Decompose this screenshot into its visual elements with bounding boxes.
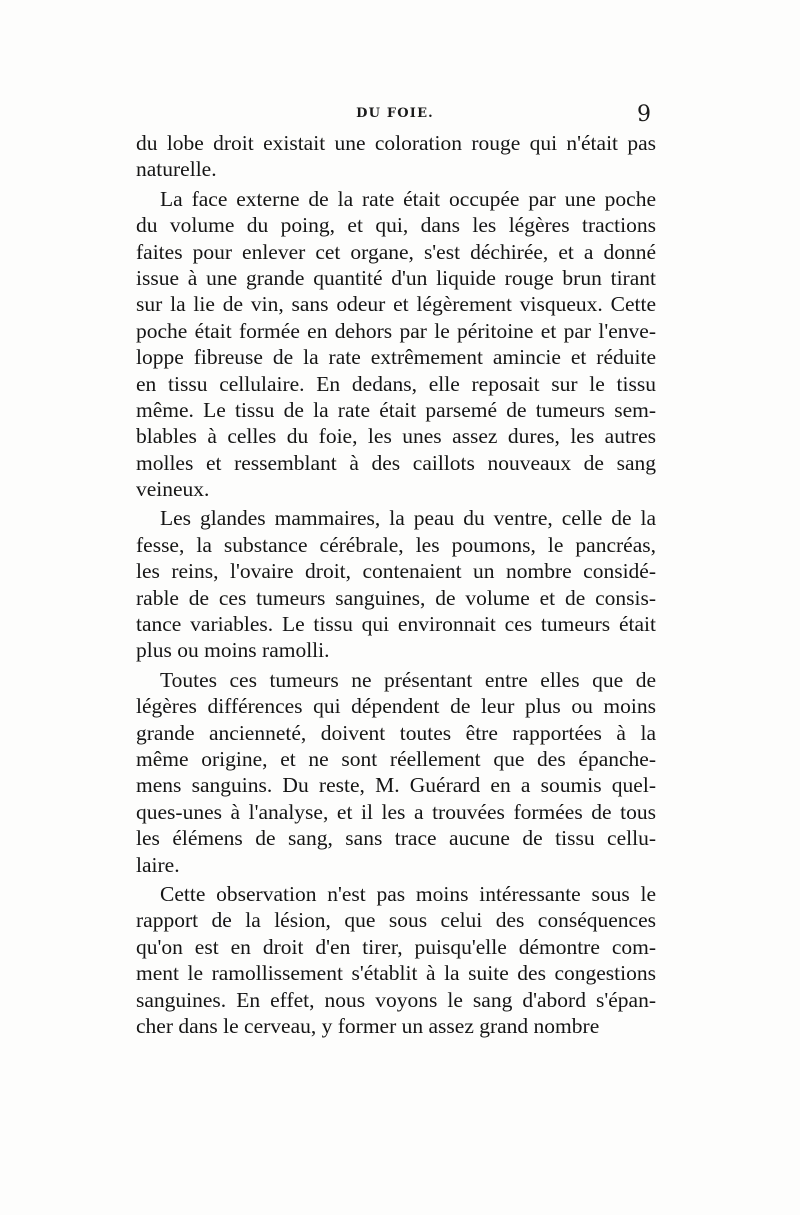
text-line: Toutes ces tumeurs ne présentant entre elles que de bbox=[160, 667, 656, 692]
text-line: blables à celles du foie, les unes assez dures, les autres bbox=[136, 424, 656, 449]
text-line: tance variables. Le tissu qui environnait ces tumeurs était bbox=[136, 612, 656, 637]
body-text bbox=[136, 130, 656, 1042]
text-line: La face externe de la rate était occupée par une poche bbox=[160, 186, 656, 211]
running-title: DU FOIE. bbox=[356, 106, 434, 121]
text-line: rapport de la lésion, que sous celui des conséquences bbox=[136, 908, 656, 933]
text-line: sanguines. En effet, nous voyons le sang d'abord s'épan- bbox=[136, 987, 656, 1012]
text-line: rable de ces tumeurs sanguines, de volume et de consis- bbox=[136, 585, 656, 610]
text-line: molles et ressemblant à des caillots nouveaux de sang bbox=[136, 450, 656, 475]
text-line: légères différences qui dépendent de leur plus ou moins bbox=[136, 694, 656, 719]
text-line: fesse, la substance cérébrale, les poumons, le pancréas, bbox=[136, 532, 656, 557]
text-line: du lobe droit existait une coloration rouge qui n'était pas bbox=[136, 131, 656, 155]
text-line: ment le ramollissement s'établit à la suite des congestions bbox=[136, 961, 656, 986]
text-line: issue à une grande quantité d'un liquide rouge brun tirant bbox=[136, 265, 656, 290]
text-line: laire. bbox=[136, 852, 180, 877]
text-line: les reins, l'ovaire droit, contenaient un nombre considé- bbox=[136, 559, 656, 584]
text-line: même origine, et ne sont réellement que des épanche- bbox=[136, 746, 656, 771]
text-line: en tissu cellulaire. En dedans, elle reposait sur le tissu bbox=[136, 371, 656, 396]
text-line: mens sanguins. Du reste, M. Guérard en a soumis quel- bbox=[136, 773, 656, 798]
text-line: naturelle. bbox=[136, 157, 217, 182]
text-line: cher dans le cerveau, y former un assez grand nombre bbox=[136, 1013, 600, 1038]
text-line: les élémens de sang, sans trace aucune de tissu cellu- bbox=[136, 826, 656, 851]
paragraph bbox=[136, 505, 656, 663]
text-line: même. Le tissu de la rate était parsemé de tumeurs sem- bbox=[136, 397, 656, 422]
running-head bbox=[135, 104, 655, 128]
text-line: veineux. bbox=[136, 477, 210, 502]
paragraph bbox=[136, 130, 656, 183]
text-line: plus ou moins ramolli. bbox=[136, 638, 330, 663]
paragraph bbox=[136, 667, 656, 878]
text-line: ques-unes à l'analyse, et il les a trouvées formées de tous bbox=[136, 799, 656, 824]
paragraph bbox=[136, 186, 656, 503]
text-line: faites pour enlever cet organe, s'est déchirée, et a donné bbox=[136, 239, 656, 264]
text-line: grande ancienneté, doivent toutes être rapportées à la bbox=[136, 720, 656, 745]
text-line: loppe fibreuse de la rate extrêmement amincie et réduite bbox=[136, 345, 656, 370]
text-line: qu'on est en droit d'en tirer, puisqu'elle démontre com- bbox=[136, 934, 656, 959]
text-line: du volume du poing, et qui, dans les légères tractions bbox=[136, 213, 656, 238]
text-line: Cette observation n'est pas moins intéressante sous le bbox=[160, 881, 656, 906]
text-line: sur la lie de vin, sans odeur et légèrement visqueux. Cette bbox=[136, 292, 656, 317]
paragraph bbox=[136, 881, 656, 1039]
page-number: 9 bbox=[637, 102, 651, 127]
text-line: Les glandes mammaires, la peau du ventre, celle de la bbox=[160, 506, 656, 531]
text-line: poche était formée en dehors par le péritoine et par l'enve- bbox=[136, 318, 656, 343]
